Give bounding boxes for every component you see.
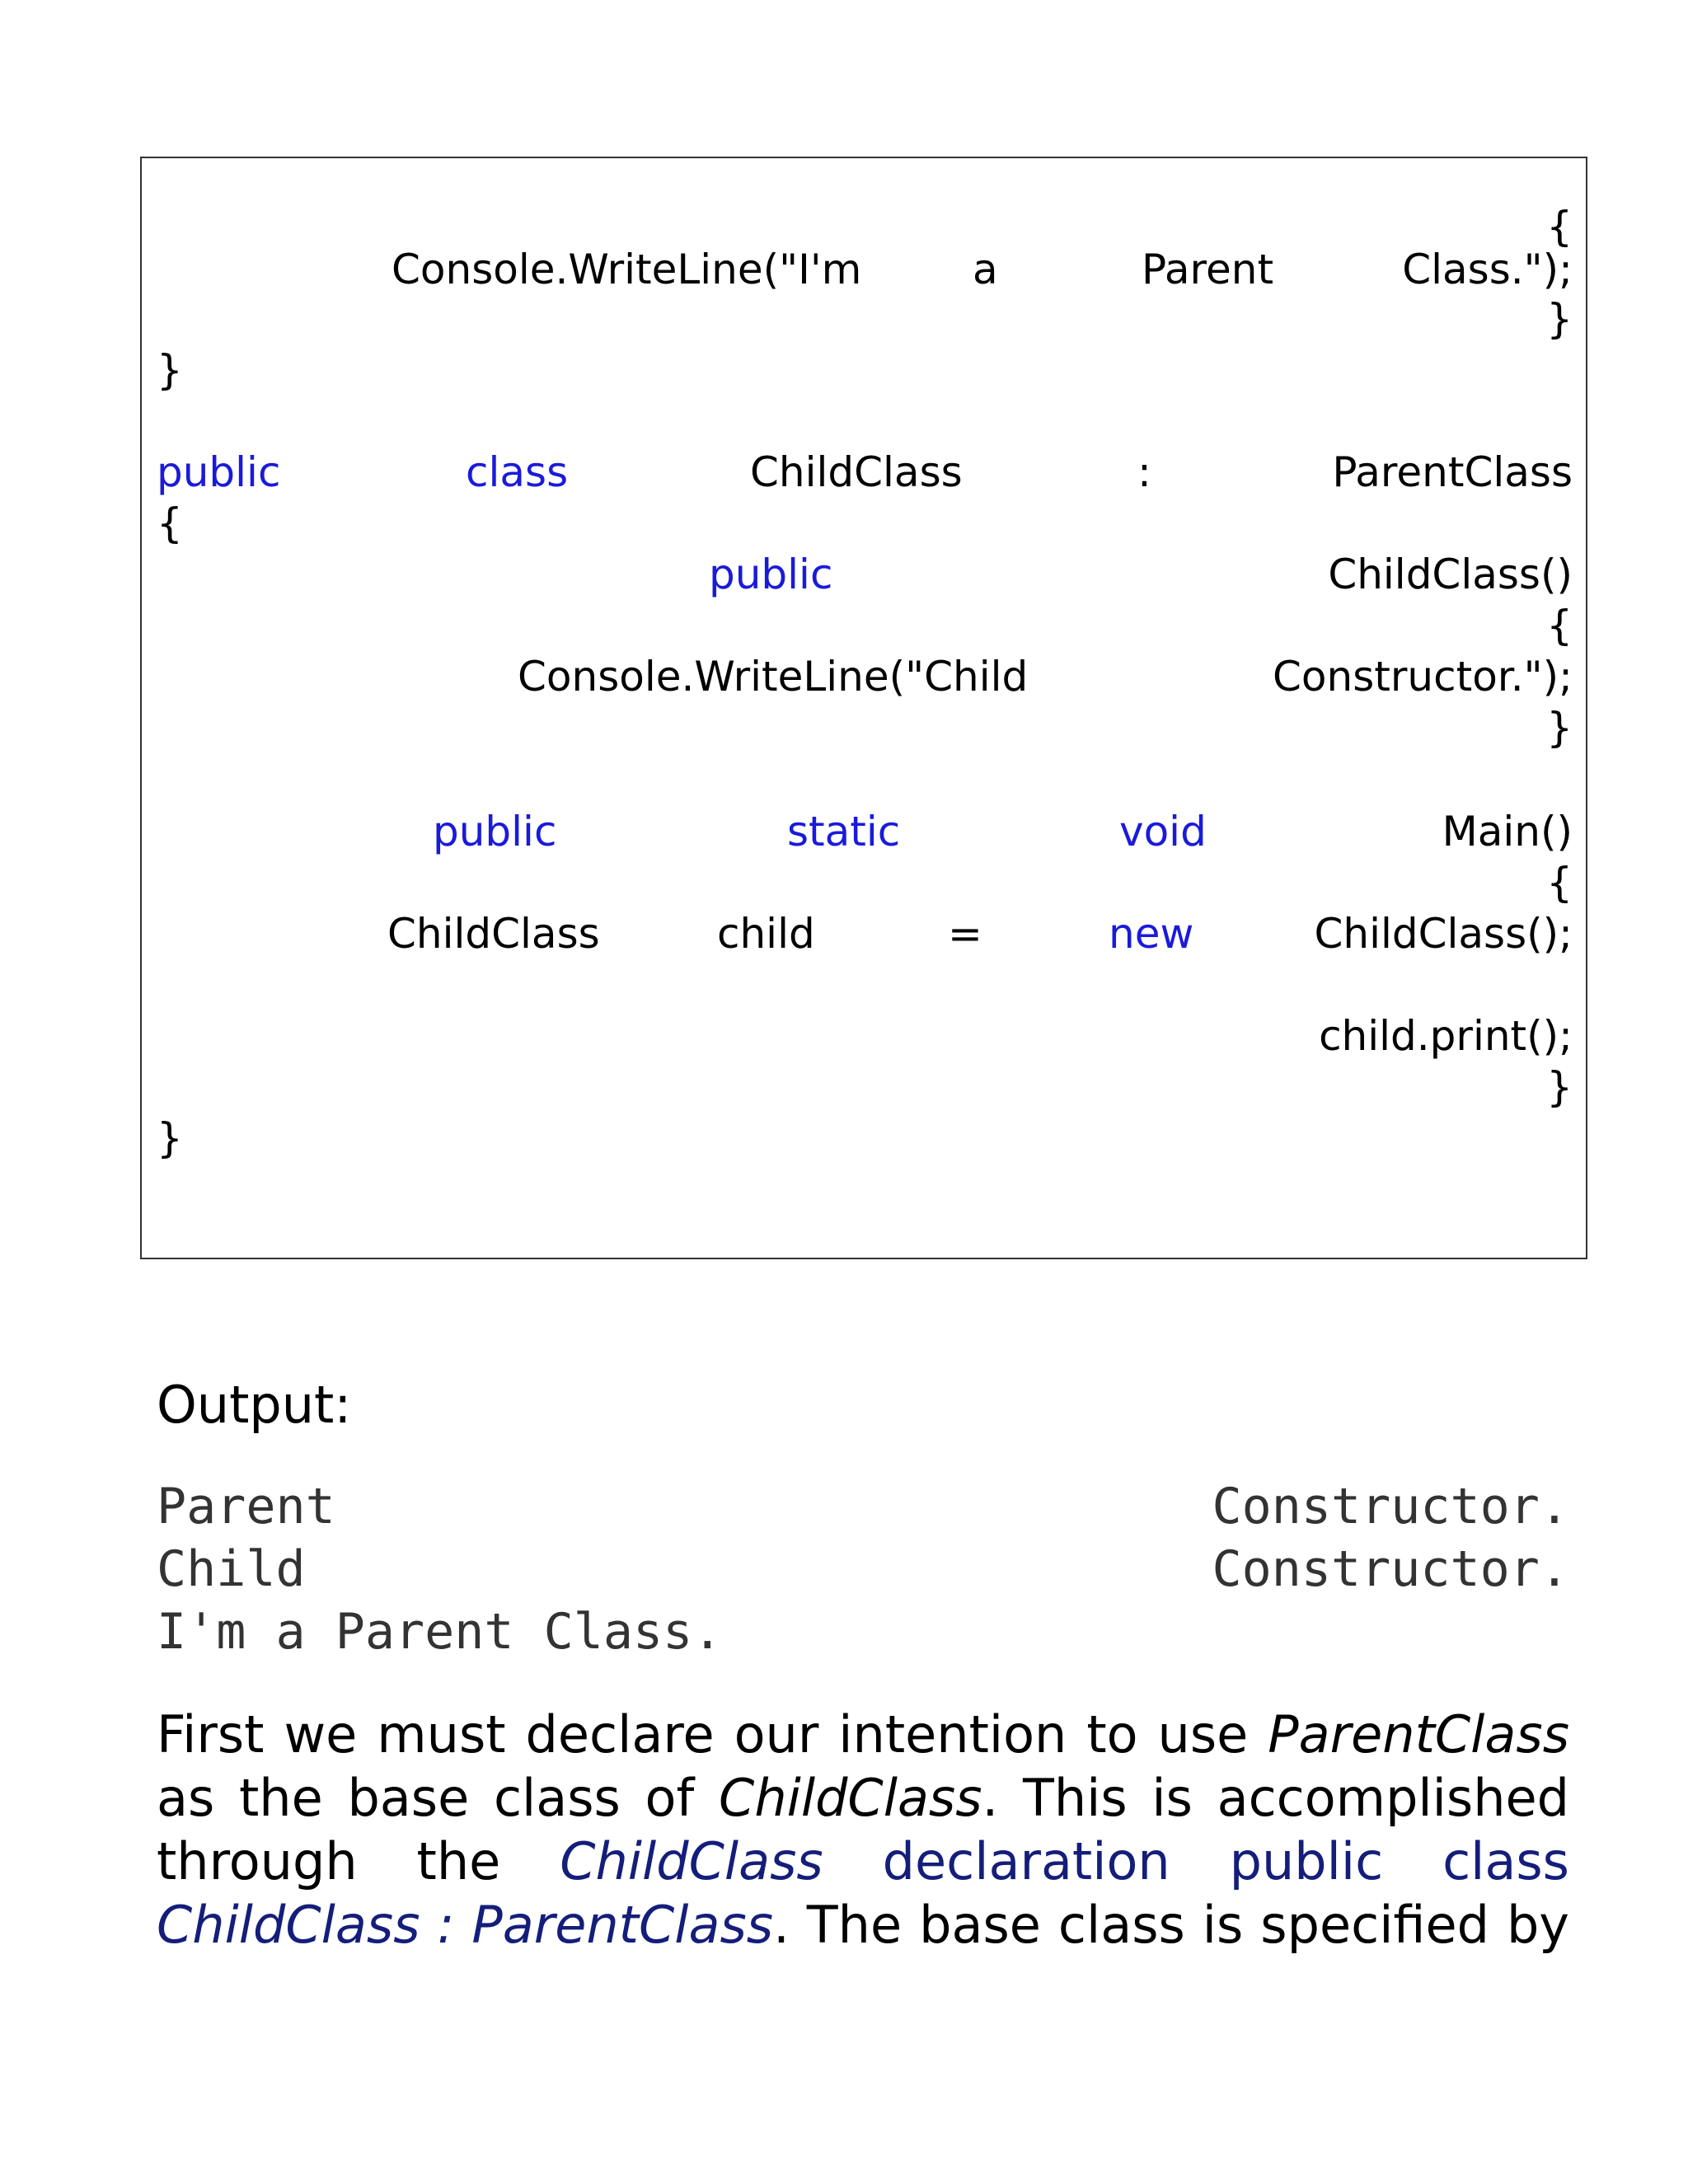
code-token: Console.WriteLine("Child	[518, 653, 1029, 701]
code-token: {	[157, 499, 183, 547]
code-token: ChildClass()	[1328, 551, 1573, 598]
code-token: a	[973, 246, 998, 293]
code-token: child.print();	[1319, 1012, 1573, 1060]
code-token: }	[1546, 1063, 1573, 1111]
code-token: {	[1546, 602, 1573, 649]
code-token: ChildClass	[387, 910, 600, 958]
code-token: Main()	[1442, 808, 1573, 855]
paragraph-emphasis: ChildClass	[560, 1831, 823, 1891]
code-keyword: void	[1119, 808, 1207, 855]
paragraph-line	[157, 1830, 1569, 1893]
output-text: Parent	[157, 1478, 335, 1535]
code-keyword: new	[1109, 910, 1194, 958]
paragraph-text: . The base class is specified by	[773, 1895, 1569, 1955]
code-token: {	[1546, 203, 1573, 251]
paragraph-text: through the	[157, 1831, 501, 1891]
paragraph-code-text: declaration public class	[882, 1831, 1569, 1891]
code-block	[140, 157, 1587, 1259]
body-paragraph	[157, 1703, 1569, 1957]
code-token: ChildClass	[750, 448, 963, 496]
code-keyword: public	[433, 808, 557, 855]
code-token: Console.WriteLine("I'm	[392, 246, 862, 293]
code-token: ChildClass();	[1314, 910, 1573, 958]
output-text: Child	[157, 1540, 306, 1598]
code-token: Constructor.");	[1273, 653, 1573, 701]
paragraph-emphasis: ChildClass	[719, 1768, 982, 1828]
code-keyword: public	[709, 551, 833, 598]
paragraph-line	[157, 1703, 1569, 1766]
paragraph-emphasis: ParentClass	[1268, 1704, 1569, 1765]
code-token: }	[157, 1114, 183, 1162]
code-token: child	[717, 910, 815, 958]
paragraph-text: First we must declare our intention to use	[157, 1704, 1249, 1765]
output-text: Constructor.	[1212, 1478, 1569, 1535]
output-heading: Output:	[157, 1375, 352, 1435]
code-token: ParentClass	[1332, 448, 1573, 496]
code-keyword: class	[466, 448, 569, 496]
code-token: {	[1546, 859, 1573, 907]
code-token: :	[1137, 448, 1151, 496]
paragraph-line	[157, 1766, 1569, 1830]
code-token: Parent	[1142, 246, 1274, 293]
paragraph-text: as the base class of	[157, 1768, 695, 1828]
output-text: Constructor.	[1212, 1540, 1569, 1598]
paragraph-text: . This is accomplished	[982, 1768, 1569, 1828]
code-token: }	[1546, 704, 1573, 752]
code-token: }	[157, 346, 183, 394]
code-token: }	[1546, 295, 1573, 343]
code-token: =	[948, 910, 982, 958]
code-keyword: static	[787, 808, 901, 855]
paragraph-emphasis: ChildClass : ParentClass	[157, 1895, 774, 1955]
code-token: Class.");	[1402, 246, 1573, 293]
output-text: I'm a Parent Class.	[157, 1603, 723, 1661]
paragraph-line	[157, 1893, 1569, 1957]
code-keyword: public	[157, 448, 281, 496]
